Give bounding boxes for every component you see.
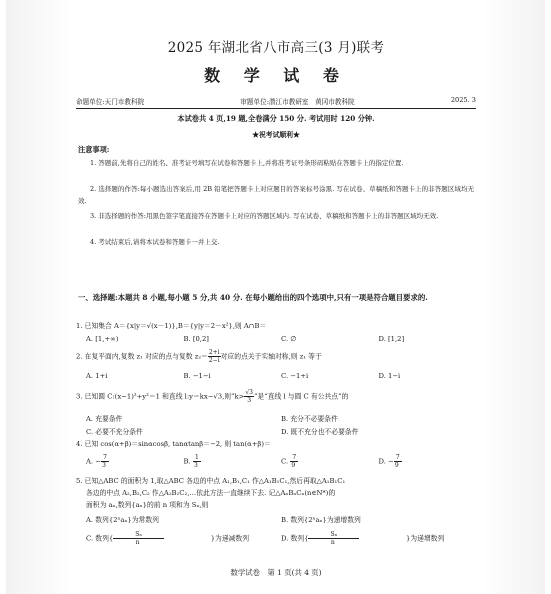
option-d: D. 数列{ $\frac{\text{Sₙ}}{n}$ }为递增数列 — [281, 531, 445, 546]
option-d: D. [1,2] — [378, 335, 405, 343]
notice-item: 3. 非选择题的作答:用黑色签字笔直接答在答题卡上对应的答题区域内. 写在试卷、草稿纸和答题卡上的非答题区域均无效. — [90, 212, 439, 220]
exam-meta — [76, 96, 476, 106]
exam-date: 2025. 3 — [450, 96, 476, 104]
notice-item: 4. 考试结束后,请将本试卷和答题卡一并上交. — [90, 238, 220, 246]
question-3-stem-end: ”是“直线 l 与圆 C 有公共点”的 — [253, 392, 349, 401]
question-3-stem-start: 3. 已知圆 C:(x−1)²+y²＝1 和直线 l:y＝kx−√3,则“k> — [76, 392, 245, 401]
option-c: C. $\frac{7}{9}$ — [281, 454, 379, 469]
exam-page — [76, 0, 476, 594]
question-2-options — [86, 372, 476, 380]
header-divider — [76, 108, 476, 109]
notice-heading: 注意事项: — [78, 145, 110, 154]
notice-item: 2. 选择题的作答:每小题选出答案后,用 2B 铅笔把答题卡上对应题目的答案标号涂黑. 写在试卷、草稿纸和答题卡上的非答题区域均无效. — [78, 185, 474, 205]
fraction: $\frac{√3}{3}$ — [245, 389, 253, 404]
option-d: D. 1−i — [378, 372, 401, 380]
question-2-stem-end: 对应的点关于实轴对称,则 z₁ 等于 — [220, 352, 322, 361]
option-a: A. 1+i — [86, 372, 108, 380]
option-b: B. 充分不必要条件 — [281, 415, 338, 423]
option-d: D. 既不充分也不必要条件 — [281, 428, 359, 436]
option-d: D. − $\frac{7}{9}$ — [379, 454, 477, 469]
page-footer: 数学试卷 第 1 页(共 4 页) — [230, 568, 322, 577]
exam-title: 2025 年湖北省八市高三(3 月)联考 — [167, 40, 385, 56]
question-3 — [76, 389, 476, 404]
question-5-line-2: 各边的中点 A₂,B₂,C₂ 作△A₂B₂C₂,…依此方法一直继续下去. 记△AₙBₙCₙ(n∈N*)的 — [86, 489, 336, 497]
question-5-options-row2 — [86, 531, 476, 546]
question-5-line-1: 5. 已知△ABC 的面积为 1,取△ABC 各边的中点 A₁,B₁,C₁ 作△A₁B₁C₁,然后再取△A₁B₁C₁ — [76, 477, 346, 485]
subject-title: 数 学 试 卷 — [204, 66, 348, 85]
option-b: B. 数列{2ⁿaₙ}为递增数列 — [281, 516, 361, 524]
notice-item: 1. 答题前,先将自己的姓名、准考证号填写在试卷和答题卡上,并将准考证号条形码粘贴在答题卡上的指定位置. — [90, 159, 404, 167]
option-a: A. 充要条件 — [86, 415, 123, 423]
option-c: C. 数列{ $\frac{\text{Sₙ}}{n}$ }为递减数列 — [86, 531, 250, 546]
option-b: B. $\frac{1}{3}$ — [184, 454, 282, 469]
option-c: C. 必要不充分条件 — [86, 428, 143, 436]
reviewer-unit: 审题单位:潜江市教研室 黄冈市教科院 — [240, 98, 355, 106]
question-1-options — [86, 335, 476, 343]
option-a: A. 数列{2ⁿaₙ}为常数列 — [86, 516, 159, 524]
option-b: B. [0,2] — [183, 335, 209, 343]
question-1: 1. 已知集合 A＝{x|y＝√(x－1)},B＝{y|y＝2－x²},则 A∩B＝ — [76, 322, 267, 330]
question-3-options-row2 — [86, 426, 476, 436]
good-luck-banner: ★祝考试顺利★ — [252, 131, 300, 139]
fraction: $\frac{2+i}{2-i}$ — [208, 349, 220, 364]
question-4-options — [86, 454, 476, 469]
question-2-stem-start: 2. 在复平面内,复数 z₁ 对应的点与复数 z₂＝ — [76, 352, 208, 361]
question-5-options-row1 — [86, 514, 476, 524]
right-margin-shadow — [483, 0, 545, 594]
question-2 — [76, 349, 476, 364]
left-margin-shadow — [6, 0, 72, 594]
exam-scope: 本试卷共 4 页,19 题,全卷满分 150 分. 考试用时 120 分钟. — [177, 114, 375, 123]
question-5-line-3: 面积为 aₙ,数列{aₙ}的前 n 项和为 Sₙ,则 — [86, 501, 209, 509]
question-3-options-row1 — [86, 413, 476, 423]
section-heading: 一、选择题:本题共 8 小题,每小题 5 分,共 40 分. 在每小题给出的四个选项中,只有一项是符合题目要求的. — [78, 293, 428, 302]
question-4: 4. 已知 cos(α+β)＝sinαcosβ, tanαtanβ＝−2, 则 tan(α+β)＝ — [76, 440, 271, 448]
setter-unit: 命题单位:天门市教科院 — [76, 98, 145, 106]
option-c: C. ∅ — [281, 335, 297, 343]
option-a: A. [1,+∞) — [86, 335, 119, 343]
option-a: A. − $\frac{7}{3}$ — [86, 454, 184, 469]
option-b: B. −1−i — [183, 372, 211, 380]
option-c: C. −1+i — [281, 372, 309, 380]
